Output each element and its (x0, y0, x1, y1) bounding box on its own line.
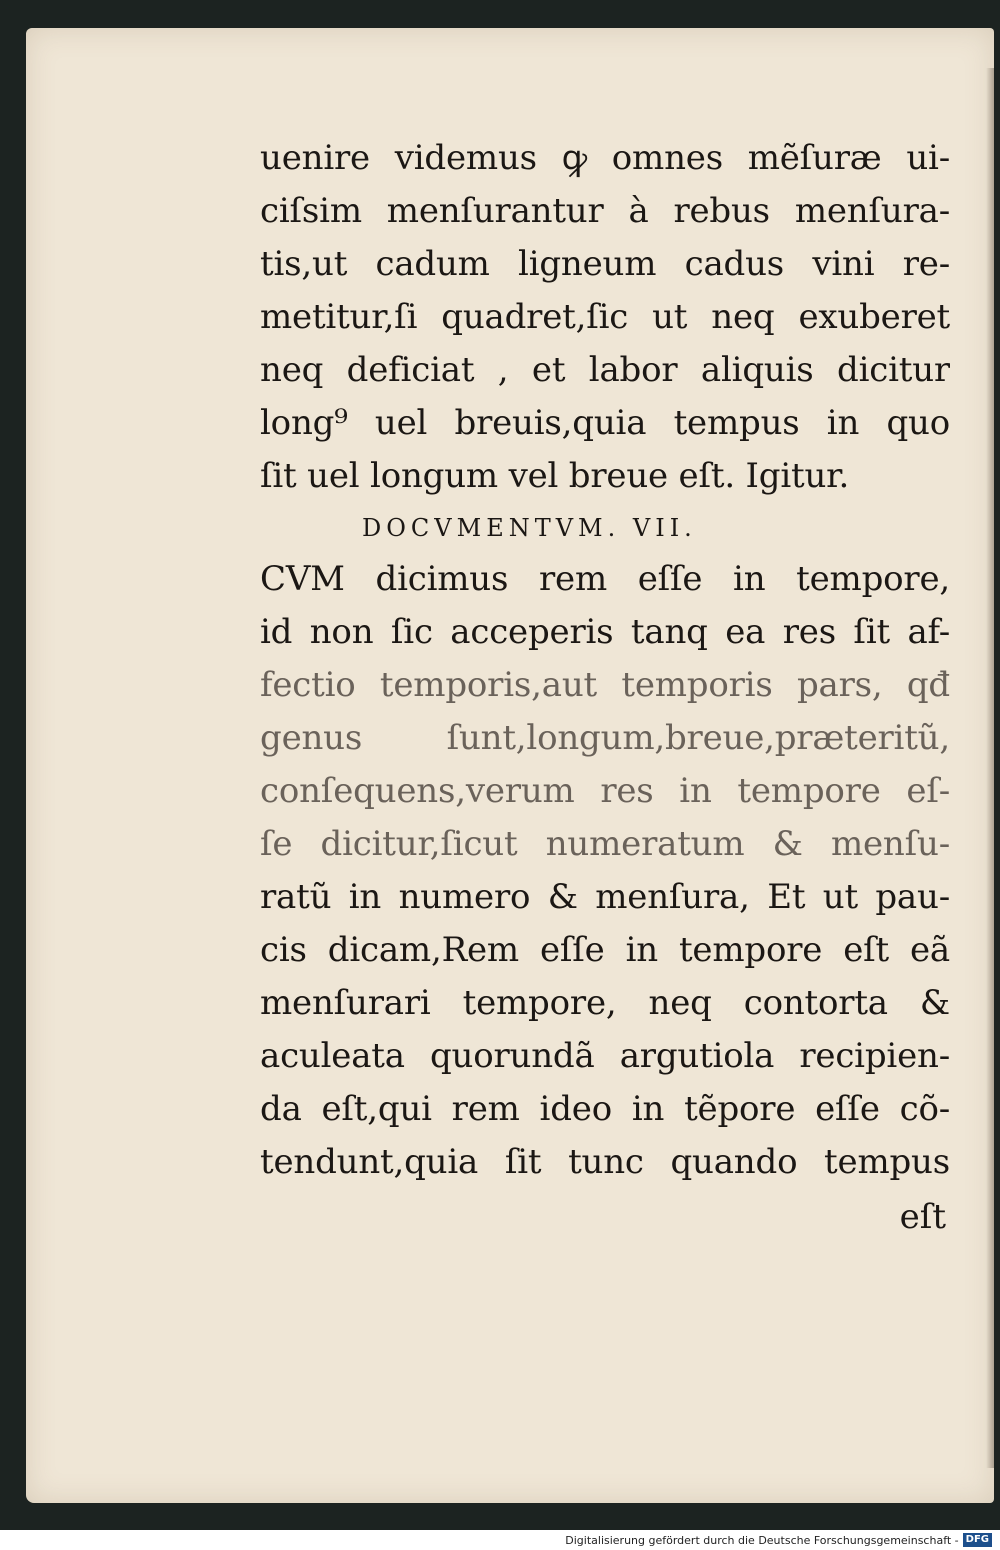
text-line: ciſsim menſurantur à rebus menſura- (260, 191, 950, 231)
credit-text: Digitalisierung gefördert durch die Deutsche Forschungsgemeinschaft - (565, 1533, 959, 1547)
text-line: id non ſic acceperis tanq ea res ſit af- (260, 612, 950, 652)
page-edge-shadow (986, 68, 994, 1468)
text-line: conſequens,verum res in tempore eſ- (260, 771, 950, 811)
text-line: ſe dicitur,ſicut numeratum & menſu- (260, 824, 950, 864)
text-line: metitur,ſi quadret,ſic ut neq exuberet (260, 297, 950, 337)
section-heading: DOCVMENTVM. VII. (362, 514, 697, 542)
text-line: aculeata quorundã argutiola recipien- (260, 1036, 950, 1076)
digitization-credit (0, 1530, 1000, 1550)
text-line: CVM dicimus rem eſſe in tempore, (260, 559, 950, 599)
text-line: tendunt,quia ſit tunc quando tempus (260, 1142, 950, 1182)
text-line: long⁹ uel breuis,quia tempus in quo (260, 403, 950, 443)
text-line: ratũ in numero & menſura, Et ut pau- (260, 877, 950, 917)
catchword: eſt (899, 1197, 946, 1237)
text-line: fectio temporis,aut temporis pars, qđ (260, 665, 950, 705)
text-block (260, 132, 950, 1245)
book-page (26, 28, 994, 1503)
text-line: genus ſunt,longum,breue,præteritũ, (260, 718, 950, 758)
text-line: uenire videmus ꝙ omnes mẽſuræ ui- (260, 138, 950, 178)
text-line: neq deficiat , et labor aliquis dicitur (260, 350, 950, 390)
text-line: ſit uel longum vel breue eſt. Igitur. (260, 456, 850, 496)
text-line: cis dicam,Rem eſſe in tempore eſt eã (260, 930, 950, 970)
text-line: menſurari tempore, neq contorta & (260, 983, 950, 1023)
dfg-logo: DFG (963, 1533, 992, 1547)
text-line: da eſt,qui rem ideo in tẽpore eſſe cõ- (260, 1089, 950, 1129)
text-line: tis,ut cadum ligneum cadus vini re- (260, 244, 950, 284)
